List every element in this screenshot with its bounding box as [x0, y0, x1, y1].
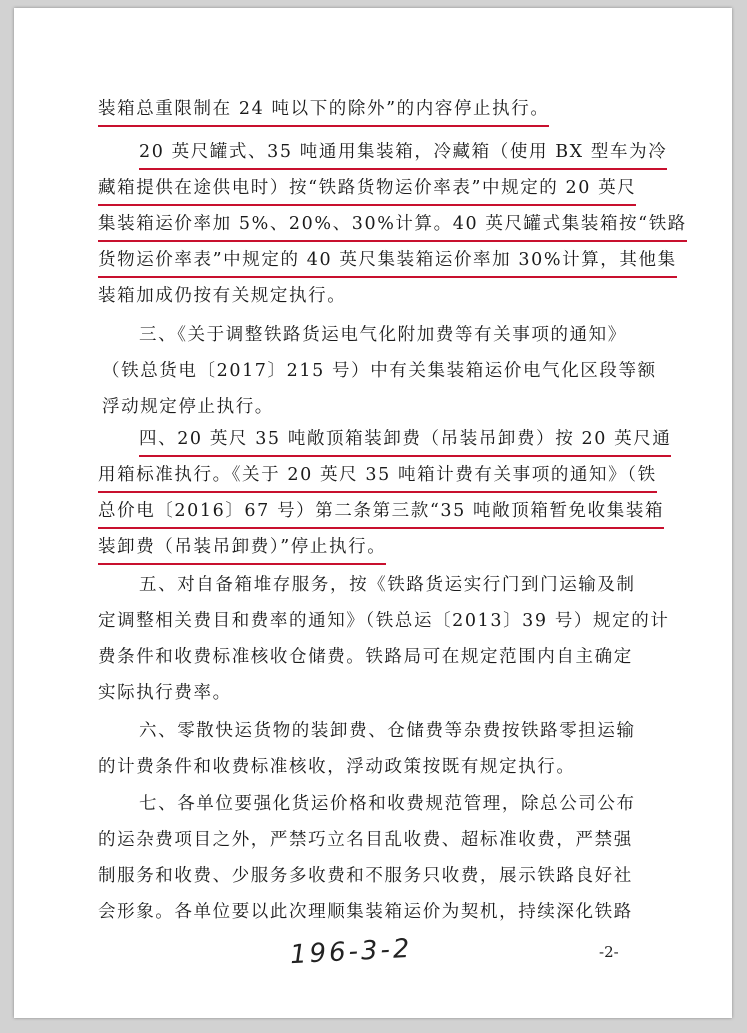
text-line-20: 七、各单位要强化货运价格和收费规范管理，除总公司公布: [139, 794, 636, 814]
text-line-13: 装卸费（吊装吊卸费）”停止执行。: [98, 536, 386, 565]
text-line-1: 装箱总重限制在 24 吨以下的除外”的内容停止执行。: [98, 98, 549, 127]
text-line-10: 四、20 英尺 35 吨敞顶箱装卸费（吊装吊卸费）按 20 英尺通: [139, 428, 671, 457]
text-line-16: 费条件和收费标准核收仓储费。铁路局可在规定范围内自主确定: [98, 647, 633, 667]
text-line-7: 三、《关于调整铁路货运电气化附加费等有关事项的通知》: [139, 325, 627, 345]
text-line-4: 集装箱运价率加 5%、20%、30%计算。40 英尺罐式集装箱按“铁路: [98, 213, 687, 242]
text-line-21: 的运杂费项目之外，严禁巧立名目乱收费、超标准收费，严禁强: [98, 830, 633, 850]
text-line-8: （铁总货电〔2017〕215 号）中有关集装箱运价电气化区段等额: [102, 361, 657, 381]
text-line-23: 会形象。各单位要以此次理顺集装箱运价为契机，持续深化铁路: [98, 902, 633, 922]
text-line-3: 藏箱提供在途供电时）按“铁路货物运价率表”中规定的 20 英尺: [98, 177, 636, 206]
page-number: -2-: [599, 943, 619, 961]
text-line-12: 总价电〔2016〕67 号）第二条第三款“35 吨敞顶箱暂免收集装箱: [98, 500, 664, 529]
document-page: [14, 8, 732, 1018]
text-line-15: 定调整相关费目和费率的通知》（铁总运〔2013〕39 号）规定的计: [98, 611, 670, 631]
text-line-22: 制服务和收费、少服务多收费和不服务只收费，展示铁路良好社: [98, 866, 633, 886]
text-line-18: 六、零散快运货物的装卸费、仓储费等杂费按铁路零担运输: [139, 721, 636, 741]
text-line-17: 实际执行费率。: [98, 683, 232, 703]
text-line-9: 浮动规定停止执行。: [102, 397, 274, 417]
text-line-11: 用箱标准执行。《关于 20 英尺 35 吨箱计费有关事项的通知》（铁: [98, 464, 657, 493]
text-line-6: 装箱加成仍按有关规定执行。: [98, 286, 347, 306]
text-line-19: 的计费条件和收费标准核收，浮动政策按既有规定执行。: [98, 757, 576, 777]
handwritten-number: 196-3-2: [289, 933, 414, 971]
text-line-14: 五、对自备箱堆存服务，按《铁路货运实行门到门运输及制: [139, 575, 636, 595]
text-line-5: 货物运价率表”中规定的 40 英尺集装箱运价率加 30%计算，其他集: [98, 249, 677, 278]
text-line-2: 20 英尺罐式、35 吨通用集装箱，冷藏箱（使用 BX 型车为冷: [139, 141, 667, 170]
